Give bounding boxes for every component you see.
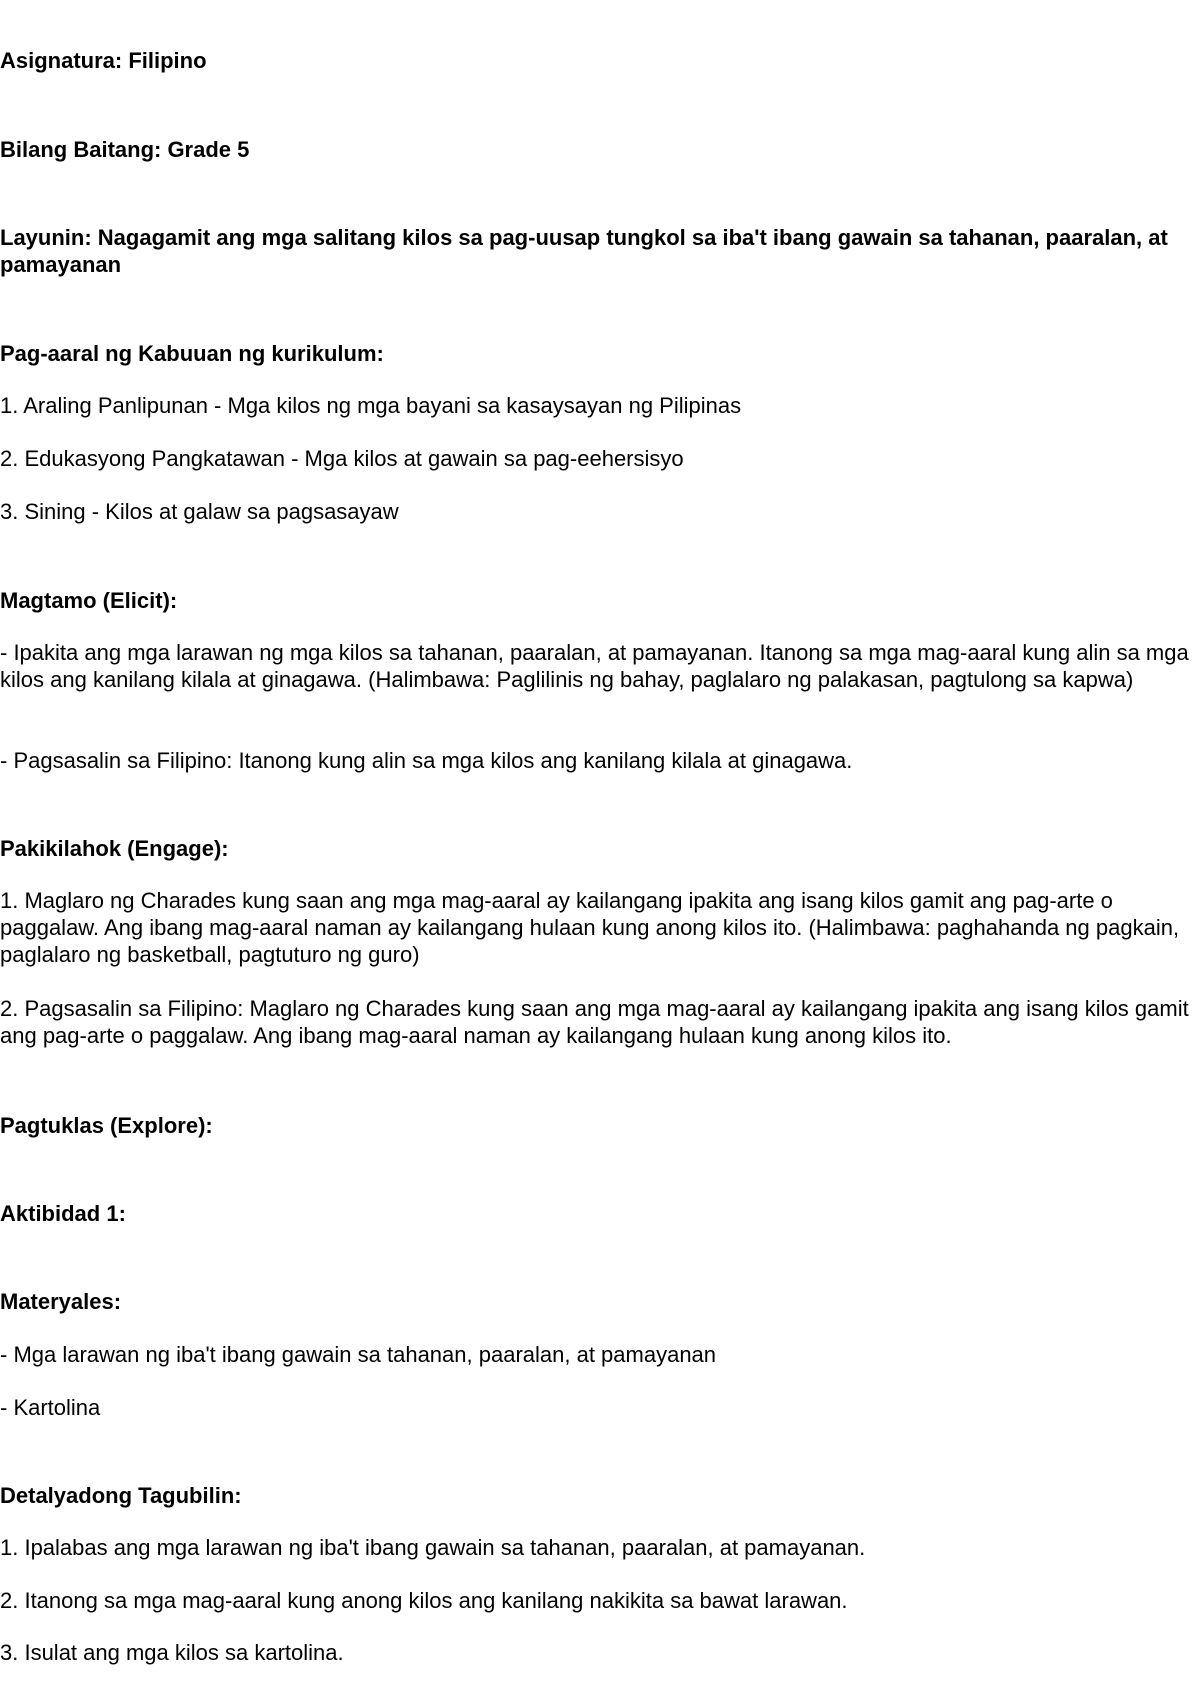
pagtuklas-heading: Pagtuklas (Explore):	[0, 1113, 213, 1138]
materyales-heading: Materyales:	[0, 1289, 122, 1314]
magtamo-heading: Magtamo (Elicit):	[0, 588, 178, 613]
tagubilin-item: 3. Isulat ang mga kilos sa kartolina.	[0, 1640, 344, 1665]
magtamo-item: - Pagsasalin sa Filipino: Itanong kung alin sa mga kilos ang kanilang kilala at ginagawa.	[0, 748, 853, 773]
magtamo-item: - Ipakita ang mga larawan ng mga kilos sa tahanan, paaralan, at pamayanan. Itanong sa mga mag-aaral kung alin sa mga kilos ang kanilang kilala at ginagawa. (Halimbawa: Paglilinis ng bahay, paglalaro ng palakasan, pagtulong sa kapwa)	[0, 640, 1189, 692]
materyales-item: - Mga larawan ng iba't ibang gawain sa tahanan, paaralan, at pamayanan	[0, 1342, 717, 1367]
tagubilin-item: 1. Ipalabas ang mga larawan ng iba't ibang gawain sa tahanan, paaralan, at pamayanan.	[0, 1535, 866, 1560]
pakikilahok-item: 2. Pagsasalin sa Filipino: Maglaro ng Charades kung saan ang mga mag-aaral ay kailangang ipakita ang isang kilos gamit ang pag-arte o paggalaw. Ang ibang mag-aaral naman ay kailangang hulaan kung anong kilos ito.	[0, 996, 1189, 1048]
kurikulum-heading: Pag-aaral ng Kabuuan ng kurikulum:	[0, 341, 384, 366]
tagubilin-heading: Detalyadong Tagubilin:	[0, 1483, 242, 1508]
tagubilin-item: 2. Itanong sa mga mag-aaral kung anong kilos ang kanilang nakikita sa bawat larawan.	[0, 1588, 848, 1613]
bilang-baitang-line: Bilang Baitang: Grade 5	[0, 137, 250, 162]
pakikilahok-heading: Pakikilahok (Engage):	[0, 836, 229, 861]
layunin-line: Layunin: Nagagamit ang mga salitang kilos sa pag-uusap tungkol sa iba't ibang gawain sa tahanan, paaralan, at pamayanan	[0, 225, 1168, 277]
pakikilahok-item: 1. Maglaro ng Charades kung saan ang mga mag-aaral ay kailangang ipakita ang isang kilos gamit ang pag-arte o paggalaw. Ang ibang mag-aaral naman ay kailangang hulaan kung anong kilos ito. (Halimbawa: paghahanda ng pagkain, paglalaro ng basketball, pagtuturo ng guro)	[0, 888, 1180, 967]
kurikulum-item: 3. Sining - Kilos at galaw sa pagsasayaw	[0, 499, 399, 524]
kurikulum-item: 1. Araling Panlipunan - Mga kilos ng mga bayani sa kasaysayan ng Pilipinas	[0, 393, 742, 418]
asignatura-line: Asignatura: Filipino	[0, 48, 207, 73]
aktibidad-heading: Aktibidad 1:	[0, 1201, 126, 1226]
materyales-item: - Kartolina	[0, 1395, 101, 1420]
kurikulum-item: 2. Edukasyong Pangkatawan - Mga kilos at gawain sa pag-eehersisyo	[0, 446, 684, 471]
